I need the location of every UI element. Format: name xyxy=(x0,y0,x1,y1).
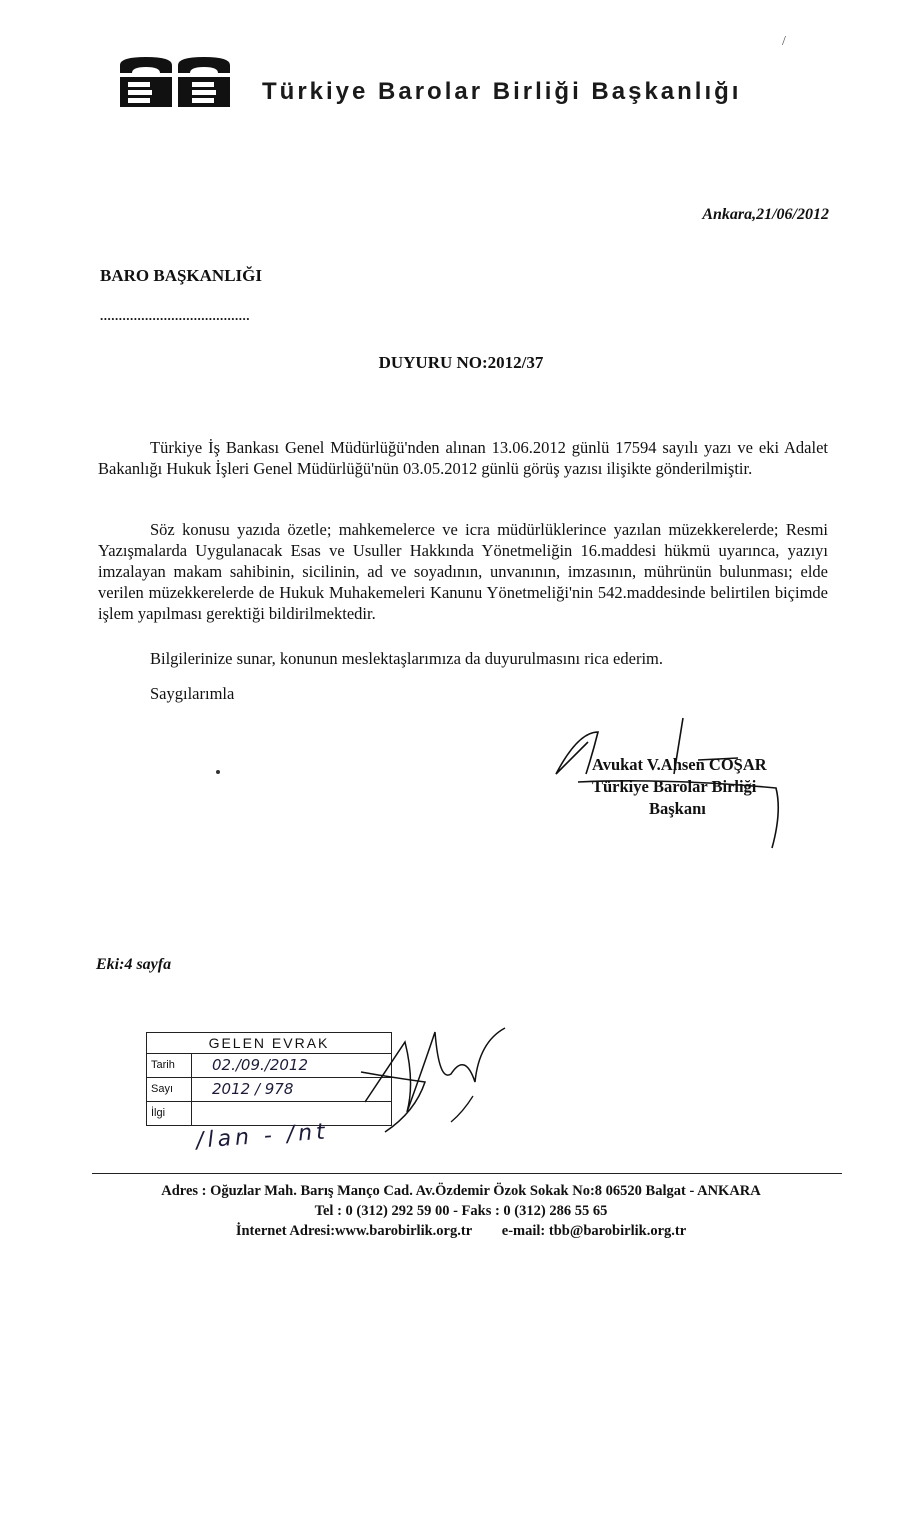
organization-logo xyxy=(116,55,234,109)
stamp-value: 2012 / 978 xyxy=(212,1080,294,1098)
body-paragraph-3: Bilgilerinize sunar, konunun meslektaşlarımıza da duyurulmasını rica ederim. xyxy=(150,649,663,668)
signatory-role: Başkanı xyxy=(649,799,706,818)
stamp-label: İlgi xyxy=(147,1102,192,1125)
handwritten-note: /lan - /nt xyxy=(195,1119,330,1154)
body-paragraph-2: Söz konusu yazıda özetle; mahkemelerce ve icra müdürlüklerince yazılan müzekkerelerde; Resmi Yazışmalarda Uygulanacak Esas ve Usuller Hakkında Yönetmeliğin 16.maddesi hükmü uyarınca, yazıyı imzalayan makam sahibinin, sicilinin, ad ve soyadının, unvanının, imzasının, mührünün bulunması; elde verilen müzekkerelerde de Hukuk Muhakemeleri Kanunu Yönetmeliği'nin 542.maddesinde belirtilen biçimde işlem yapılması gerektiği bildirilmektedir. xyxy=(98,520,828,623)
corner-mark: / xyxy=(782,34,786,49)
footer-website: İnternet Adresi:www.barobirlik.org.tr xyxy=(235,1223,473,1239)
footer-phone-fax: Tel : 0 (312) 292 59 00 - Faks : 0 (312) 286 55 65 xyxy=(314,1203,608,1219)
attachment-note: Eki:4 sayfa xyxy=(96,956,172,973)
document-date: Ankara,21/06/2012 xyxy=(702,206,829,223)
signatory-name: Avukat V.Ahsen COŞAR xyxy=(592,755,767,774)
organization-title: Türkiye Barolar Birliği Başkanlığı xyxy=(262,78,742,105)
footer-web-email xyxy=(0,1221,922,1241)
body-paragraph-1: Türkiye İş Bankası Genel Müdürlüğü'nden alınan 13.06.2012 günlü 17594 sayılı yazı ve eki Adalet Bakanlığı Hukuk İşleri Genel Müdürlüğü'nün 03.05.2012 günlü görüş yazısı ilişikte gönderilmiştir. xyxy=(98,438,828,478)
stamp-value: 02./09./2012 xyxy=(212,1056,308,1074)
closing-salutation: Saygılarımla xyxy=(150,684,235,703)
stamp-title: GELEN EVRAK xyxy=(147,1033,391,1054)
handwritten-signature xyxy=(548,712,788,852)
stamp-label: Sayı xyxy=(147,1078,192,1101)
recipient-placeholder-dots: ........................................ xyxy=(100,308,250,323)
signatory-organization: Türkiye Barolar Birliği xyxy=(592,777,757,796)
footer-address: Adres : Oğuzlar Mah. Barış Manço Cad. Av.Özdemir Özok Sokak No:8 06520 Balgat - ANKARA xyxy=(161,1183,761,1199)
recipient-title: BARO BAŞKANLIĞI xyxy=(100,266,263,285)
footer-divider xyxy=(92,1173,842,1174)
ink-dot xyxy=(216,770,220,774)
announcement-number: DUYURU NO:2012/37 xyxy=(378,353,544,372)
footer-contact xyxy=(0,1181,922,1241)
stamp-label: Tarih xyxy=(147,1054,192,1077)
footer-email: e-mail: tbb@barobirlik.org.tr xyxy=(501,1223,687,1239)
stamp-initials-scribble xyxy=(355,1012,515,1142)
